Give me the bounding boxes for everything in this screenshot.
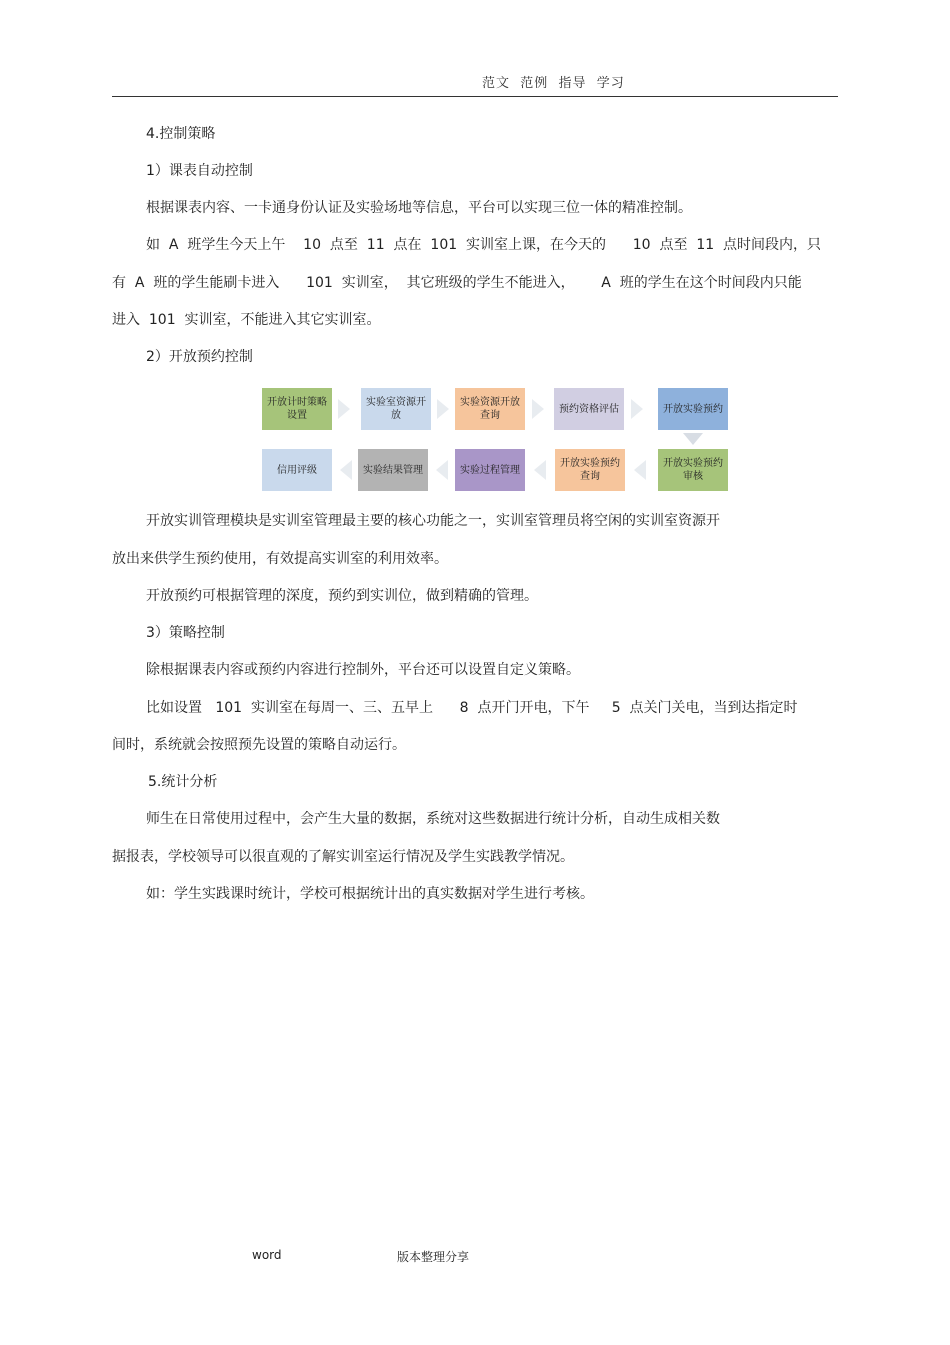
header-text: 范文 范例 指导 学习 <box>482 76 625 91</box>
paragraph-3-line-1: 开放实训管理模块是实训室管理最主要的核心功能之一，实训室管理员将空闲的实训室资源开 <box>146 513 720 529</box>
flow-step-resource-query: 实验资源开放查询 <box>455 388 525 430</box>
flow-arrow-right-icon <box>437 399 449 419</box>
flow-step-process-mgmt: 实验过程管理 <box>455 449 525 491</box>
flow-arrow-right-icon <box>532 399 544 419</box>
flow-step-reservation: 开放实验预约 <box>658 388 728 430</box>
flow-arrow-left-icon <box>534 460 546 480</box>
flow-step-reservation-query: 开放实验预约查询 <box>555 449 625 491</box>
flow-step-reservation-review: 开放实验预约审核 <box>658 449 728 491</box>
paragraph-2-line-3: 进入 101 实训室，不能进入其它实训室。 <box>112 312 381 328</box>
flow-arrow-left-icon <box>436 460 448 480</box>
header-divider <box>112 96 838 97</box>
paragraph-4: 开放预约可根据管理的深度，预约到实训位，做到精确的管理。 <box>146 588 538 604</box>
paragraph-7-line-2: 据报表，学校领导可以很直观的了解实训室运行情况及学生实践教学情况。 <box>112 849 574 865</box>
paragraph-3-line-2: 放出来供学生预约使用，有效提高实训室的利用效率。 <box>112 551 448 567</box>
footer-right-text: 版本整理分享 <box>397 1250 470 1264</box>
paragraph-1: 根据课表内容、一卡通身份认证及实验场地等信息，平台可以实现三位一体的精准控制。 <box>146 200 692 216</box>
reservation-flow-diagram <box>262 388 728 492</box>
flow-arrow-left-icon <box>634 460 646 480</box>
flow-step-resource-open: 实验室资源开放 <box>361 388 431 430</box>
paragraph-6-line-1: 比如设置 101 实训室在每周一、三、五早上 8 点开门开电，下午 5 点关门关电，当到达指定时 <box>146 700 798 716</box>
paragraph-2-line-2: 有 A 班的学生能刷卡进入 101 实训室， 其它班级的学生不能进入， A 班的学生在这个时间段内只能 <box>112 275 802 291</box>
section-4-1-title: 1）课表自动控制 <box>146 163 253 179</box>
flow-arrow-right-icon <box>338 399 350 419</box>
flow-arrow-left-icon <box>340 460 352 480</box>
flow-step-eligibility: 预约资格评估 <box>554 388 624 430</box>
paragraph-8: 如：学生实践课时统计，学校可根据统计出的真实数据对学生进行考核。 <box>146 886 594 902</box>
flow-arrow-down-icon <box>683 433 703 445</box>
section-4-title: 4.控制策略 <box>146 126 216 142</box>
paragraph-7-line-1: 师生在日常使用过程中，会产生大量的数据，系统对这些数据进行统计分析，自动生成相关数 <box>146 811 720 827</box>
section-4-3-title: 3）策略控制 <box>146 625 225 641</box>
section-4-2-title: 2）开放预约控制 <box>146 349 253 365</box>
paragraph-6-line-2: 间时，系统就会按照预先设置的策略自动运行。 <box>112 737 406 753</box>
flow-step-result-mgmt: 实验结果管理 <box>358 449 428 491</box>
flow-step-timer-strategy: 开放计时策略设置 <box>262 388 332 430</box>
flow-step-credit: 信用评级 <box>262 449 332 491</box>
flow-arrow-right-icon <box>631 399 643 419</box>
footer-left-text: word <box>252 1248 282 1262</box>
section-5-title: 5.统计分析 <box>148 774 218 790</box>
paragraph-5: 除根据课表内容或预约内容进行控制外，平台还可以设置自定义策略。 <box>146 662 580 678</box>
paragraph-2-line-1: 如 A 班学生今天上午 10 点至 11 点在 101 实训室上课，在今天的 10 点至 11 点时间段内，只 <box>146 237 822 253</box>
